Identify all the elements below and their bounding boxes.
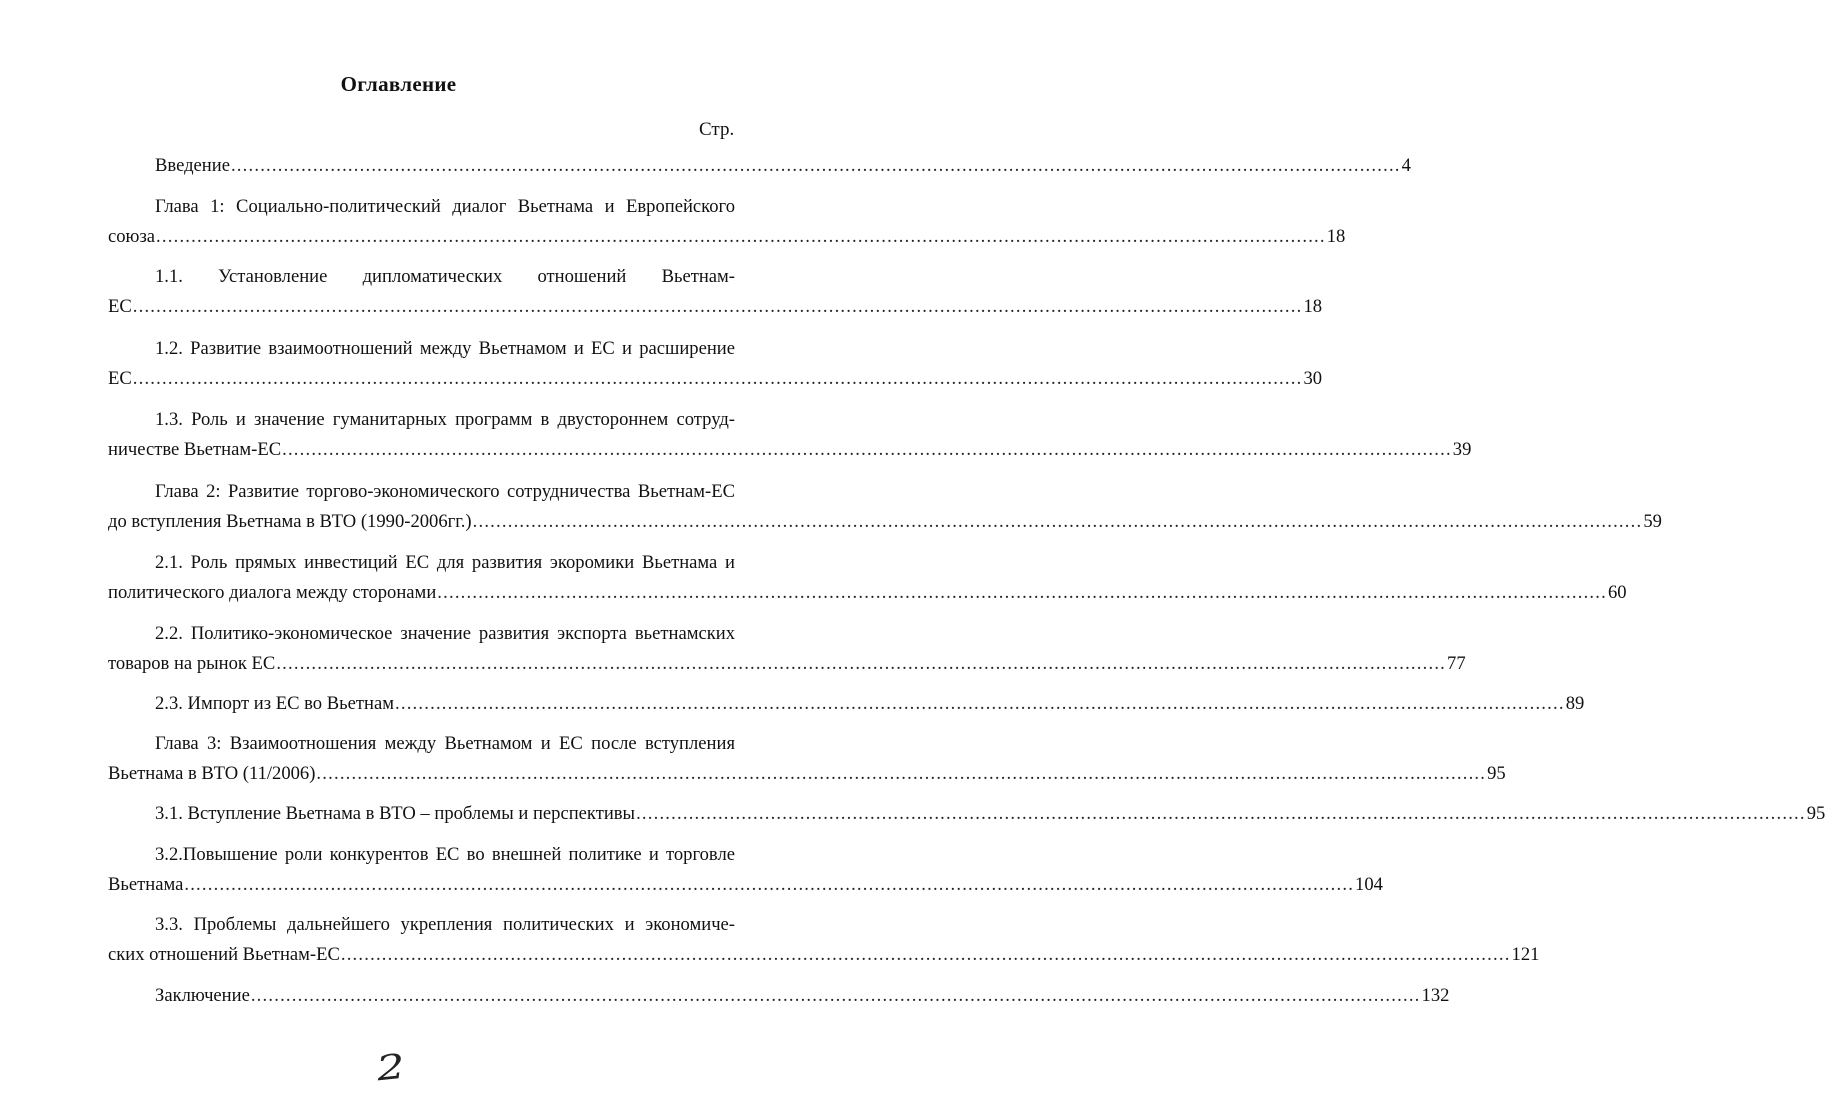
toc-entry-first-line: Глава 2: Развитие торгово-экономического сотрудничества Вьетнам-ЕС (155, 481, 735, 502)
toc-page-number: 95 (1806, 803, 1825, 824)
toc-entry[interactable] (108, 479, 1662, 535)
toc-entry-text: 3.1. Вступление Вьетнама в ВТО – проблемы и перспективы (155, 803, 636, 824)
toc-page-number: 132 (1421, 985, 1450, 1006)
toc-entry-first-line: 2.1. Роль прямых инвестиций ЕС для развития экоромики Вьетнама и (155, 552, 735, 573)
toc-page-number: 60 (1607, 582, 1627, 603)
toc-page-number: 95 (1487, 763, 1506, 784)
toc-page-number: 30 (1303, 368, 1323, 389)
dot-leader: ........................................................................................................................................................................................................ (437, 582, 1607, 603)
toc-entry[interactable] (108, 407, 1472, 463)
toc-entry-text: Введение (155, 155, 230, 176)
toc-page-number: 18 (1326, 226, 1346, 247)
toc-entry[interactable] (108, 731, 1506, 787)
dot-leader: ........................................................................................................................................................................................................ (132, 296, 1303, 317)
dot-leader: ........................................................................................................................................................................................................ (184, 874, 1355, 895)
toc-entry-text: ничестве Вьетнам-ЕС (108, 439, 282, 460)
toc-page-number: 77 (1447, 653, 1466, 674)
toc-entry[interactable] (108, 550, 1627, 606)
dot-leader: ........................................................................................................................................................................................................ (132, 368, 1303, 389)
toc-entry[interactable] (108, 912, 1540, 968)
dot-leader: ........................................................................................................................................................................................................ (230, 155, 1401, 176)
toc-entry[interactable] (108, 801, 1825, 827)
dot-leader: ........................................................................................................................................................................................................ (636, 803, 1806, 824)
toc-entry-text: ЕС (108, 368, 132, 389)
toc-entry[interactable] (108, 983, 1450, 1009)
page-column-label: Стр. (699, 119, 735, 140)
toc-entry-first-line: Глава 1: Социально-политический диалог Вьетнама и Европейского (155, 196, 735, 217)
dot-leader: ........................................................................................................................................................................................................ (340, 944, 1511, 965)
toc-entry[interactable] (108, 264, 1323, 320)
dot-leader: ........................................................................................................................................................................................................ (316, 763, 1487, 784)
toc-entry-text: до вступления Вьетнама в ВТО (1990-2006гг.) (108, 511, 472, 532)
dot-leader: ........................................................................................................................................................................................................ (282, 439, 1452, 460)
toc-entry-first-line: 3.3. Проблемы дальнейшего укрепления политических и экономиче- (155, 914, 735, 935)
toc-page-number: 89 (1565, 693, 1585, 714)
toc-entry[interactable] (108, 621, 1466, 677)
toc-entry-text: политического диалога между сторонами (108, 582, 437, 603)
toc-page-number: 18 (1303, 296, 1323, 317)
handwritten-page-number: 2 (374, 1046, 407, 1090)
toc-entry-first-line: 3.2.Повышение роли конкурентов ЕС во внешней политике и торговле (155, 844, 735, 865)
toc-page-number: 104 (1355, 874, 1383, 895)
toc-entry-first-line: 1.1. Установление дипломатических отношений Вьетнам- (155, 266, 735, 287)
dot-leader: ........................................................................................................................................................................................................ (395, 693, 1565, 714)
toc-page-number: 39 (1452, 439, 1472, 460)
toc-entry-text: союза (108, 226, 156, 247)
dot-leader: ........................................................................................................................................................................................................ (156, 226, 1326, 247)
toc-entry[interactable] (108, 842, 1383, 898)
dot-leader: ........................................................................................................................................................................................................ (250, 985, 1421, 1006)
toc-entry[interactable] (108, 194, 1346, 250)
toc-page-number: 59 (1643, 511, 1662, 532)
toc-entry-text: Вьетнама (108, 874, 184, 895)
toc-entry-text: ЕС (108, 296, 132, 317)
toc-entry[interactable] (108, 691, 1585, 717)
toc-entry-first-line: 1.3. Роль и значение гуманитарных программ в двустороннем сотруд- (155, 409, 735, 430)
toc-entry-text: ских отношений Вьетнам-ЕС (108, 944, 340, 965)
toc-entry[interactable] (108, 336, 1323, 392)
dot-leader: ........................................................................................................................................................................................................ (472, 511, 1643, 532)
toc-page-number: 4 (1401, 155, 1411, 176)
toc-entry-first-line: Глава 3: Взаимоотношения между Вьетнамом и ЕС после вступления (155, 733, 735, 754)
toc-entry-text: 2.3. Импорт из ЕС во Вьетнам (155, 693, 394, 714)
dot-leader: ........................................................................................................................................................................................................ (276, 653, 1447, 674)
toc-entry[interactable] (108, 153, 1411, 179)
toc-entry-first-line: 2.2. Политико-экономическое значение развития экспорта вьетнамских (155, 623, 735, 644)
toc-entry-text: товаров на рынок ЕС (108, 653, 276, 674)
toc-entry-text: Заключение (155, 985, 250, 1006)
page-title: Оглавление (340, 72, 457, 96)
toc-entry-first-line: 1.2. Развитие взаимоотношений между Вьетнамом и ЕС и расширение (155, 338, 735, 359)
toc-entry-text: Вьетнама в ВТО (11/2006) (108, 763, 316, 784)
toc-page-number: 121 (1511, 944, 1540, 965)
